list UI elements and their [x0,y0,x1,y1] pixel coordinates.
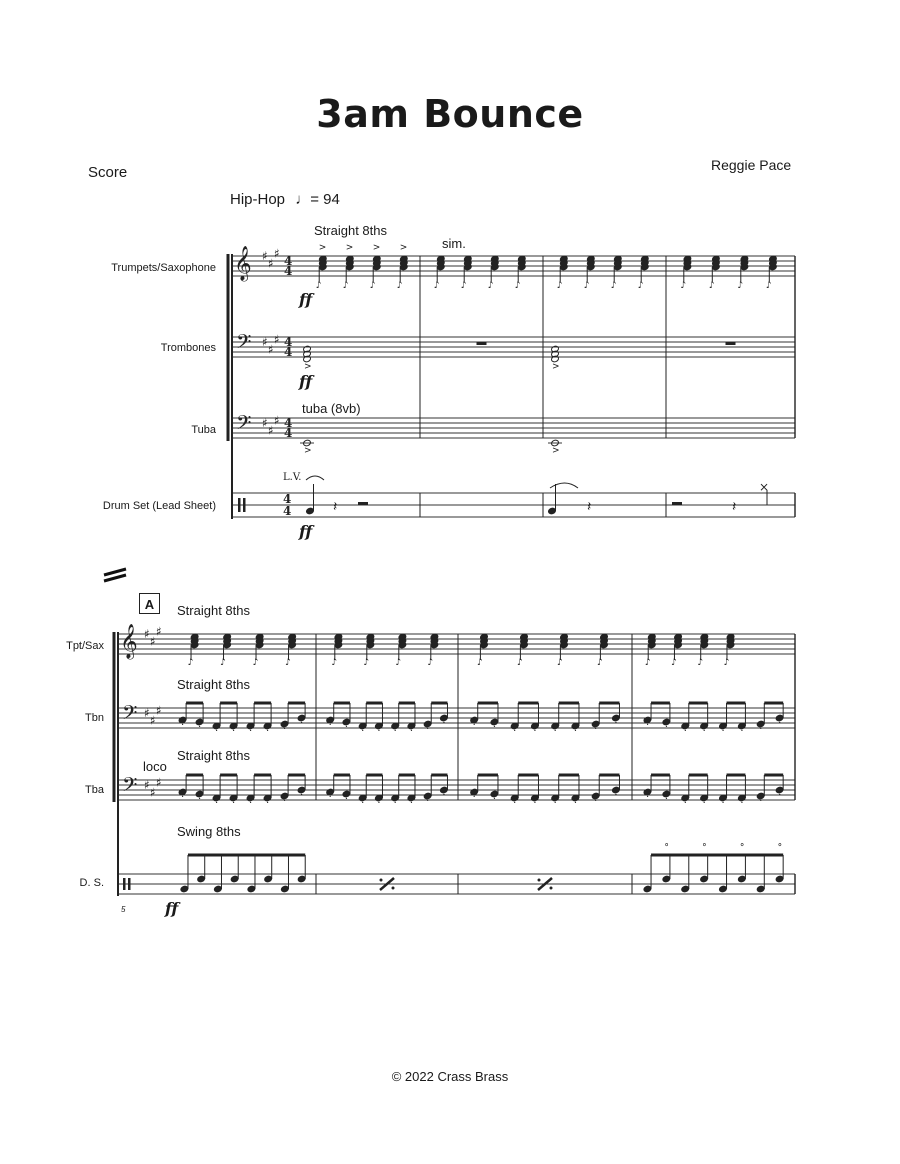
staccato-dot: · [533,798,537,809]
drum-note [281,885,290,893]
staccato-dot: · [249,726,253,737]
eighth-flag-icon: ♪ [597,658,603,668]
staccato-dot: · [553,726,557,737]
measure-number: 5 [121,905,126,914]
staccato-dot: · [361,798,365,809]
staccato-dot: · [614,718,618,729]
whole-rest [726,342,736,345]
eighth-flag-icon: ♪ [517,658,523,668]
eighth-flag-icon: ♪ [285,658,291,668]
staccato-dot: · [198,722,202,733]
sharp-icon: ♯ [274,246,280,261]
eighth-flag-icon: ♪ [363,658,370,668]
repeat-measure-icon [392,887,395,890]
staccato-dot: · [594,724,598,735]
sim-annotation: sim. [442,236,466,251]
drum-note [662,875,671,883]
straight-8ths-annotation: Straight 8ths [177,677,250,692]
drum-note [700,875,709,883]
eighth-flag-icon: ♪ [220,658,226,668]
staccato-dot: · [683,726,687,737]
sharp-icon: ♯ [150,713,156,728]
drum-note [214,885,223,893]
sharp-icon: ♯ [156,624,162,639]
sharp-icon: ♯ [144,778,150,792]
treble-clef-icon: 𝄞 [234,246,252,281]
staccato-dot: · [472,720,476,731]
system-separator-icon [104,575,126,581]
sharp-icon: ♯ [262,335,268,349]
staccato-dot: · [232,726,236,737]
staccato-dot: · [409,798,414,809]
sharp-icon: ♯ [150,785,156,800]
staccato-dot: · [778,790,782,801]
drum-note [247,885,256,893]
repeat-measure-icon [380,879,383,882]
eighth-flag-icon: ♪ [680,281,687,291]
staccato-dot: · [533,726,537,737]
eighth-flag-icon: ♪ [697,658,704,668]
time-signature: 4 [284,254,293,268]
tie [306,476,324,480]
staccato-dot: · [683,798,687,809]
eighth-flag-icon: ♪ [514,281,521,291]
eighth-flag-icon: ♪ [637,281,644,291]
staccato-dot: · [328,792,332,803]
repeat-measure-icon [538,879,541,882]
time-signature: 4 [284,416,293,430]
staccato-dot: · [614,790,618,801]
straight-8ths-annotation: Straight 8ths [177,748,250,763]
bass-clef-icon: 𝄢 [122,773,138,801]
staccato-dot: · [328,720,332,731]
percussion-clef-icon [238,498,241,512]
dynamic-marking: ff [299,522,313,541]
instrument-label: Tuba [191,424,216,436]
rehearsal-mark: A [139,593,160,614]
whole-rest [477,342,487,345]
drum-note [197,875,206,883]
eighth-flag-icon: ♪ [460,281,467,291]
drum-note [756,885,765,893]
staccato-dot: · [442,718,446,729]
eighth-flag-icon: ♪ [610,281,617,291]
bass-clef-icon: 𝄢 [236,330,252,358]
swing-8ths-annotation: Swing 8ths [177,824,241,839]
drum-note [775,875,784,883]
instrument-label: Drum Set (Lead Sheet) [102,500,216,512]
sharp-icon: ♯ [156,703,162,718]
eighth-flag-icon: ♪ [765,281,772,291]
accent-icon: > [399,243,408,253]
eighth-flag-icon: ♪ [487,281,494,291]
staccato-dot: · [740,726,744,737]
instrument-label: Tbn [85,712,104,724]
staccato-dot: · [740,798,744,809]
staccato-dot: · [778,718,782,729]
staccato-dot: · [283,796,287,807]
time-signature: 4 [284,426,293,440]
staccato-dot: · [426,724,430,735]
staccato-dot: · [181,792,185,803]
sharp-icon: ♯ [262,416,268,430]
sharp-icon: ♯ [144,706,150,720]
eighth-flag-icon: ♪ [433,281,440,291]
drum-note [738,875,747,883]
staccato-dot: · [426,796,430,807]
open-hihat-icon: ° [702,843,707,853]
staccato-dot: · [721,726,725,737]
straight-8ths-annotation: Straight 8ths [314,223,387,238]
staccato-dot: · [759,796,763,807]
instrument-label: D. S. [79,877,104,889]
drum-note [264,875,273,883]
accent-icon: > [552,446,560,456]
time-signature: 4 [284,345,293,359]
eighth-flag-icon: ♪ [427,658,434,668]
staccato-dot: · [721,798,725,809]
staccato-dot: · [409,726,414,737]
staccato-dot: · [442,790,446,801]
system-separator-icon [104,569,126,575]
instrument-label: Tpt/Sax [66,640,104,652]
staccato-dot: · [664,722,668,733]
eighth-flag-icon: ♪ [252,658,259,668]
straight-8ths-annotation: Straight 8ths [177,603,250,618]
sharp-icon: ♯ [268,423,274,438]
staccato-dot: · [664,794,668,805]
quarter-rest-icon: 𝄽 [333,499,338,515]
staccato-dot: · [492,722,497,733]
drum-note [230,875,239,883]
staccato-dot: · [645,720,650,731]
drum-note [719,885,728,893]
page-title: 3am Bounce [316,92,584,136]
staccato-dot: · [513,798,517,809]
staccato-dot: · [300,790,304,801]
staccato-dot: · [377,726,381,737]
tie [550,483,578,488]
sharp-icon: ♯ [268,256,274,271]
sharp-icon: ♯ [274,332,280,347]
percussion-clef-icon [128,878,131,890]
staccato-dot: · [249,798,253,809]
staccato-dot: · [266,798,270,809]
half-rest [672,502,682,505]
staccato-dot: · [215,798,219,809]
staccato-dot: · [553,798,557,809]
sharp-icon: ♯ [156,775,162,790]
staccato-dot: · [702,798,706,809]
time-signature: 4 [283,492,292,506]
instrument-label: Tba [85,784,104,796]
open-hihat-icon: ° [664,843,669,853]
staccato-dot: · [594,796,598,807]
lv-annotation: L.V. [283,472,302,483]
loco-annotation: loco [143,759,167,774]
eighth-flag-icon: ♪ [395,658,402,668]
open-hihat-icon: ° [739,843,745,853]
drum-note [180,885,189,893]
staccato-dot: · [759,724,763,735]
eighth-flag-icon: ♪ [708,281,715,291]
eighth-flag-icon: ♪ [644,658,651,668]
eighth-flag-icon: ♪ [342,281,349,291]
eighth-flag-icon: ♪ [315,281,322,291]
accent-icon: > [304,362,312,372]
copyright: © 2022 Crass Brass [391,1069,509,1084]
eighth-flag-icon: ♪ [369,281,376,291]
accent-icon: > [372,243,381,253]
eighth-flag-icon: ♪ [187,658,194,668]
eighth-flag-icon: ♪ [396,281,403,291]
eighth-flag-icon: ♪ [331,658,338,668]
drum-note [297,875,306,883]
sharp-icon: ♯ [274,413,280,428]
staccato-dot: · [215,726,219,737]
time-signature: 4 [284,335,293,349]
eighth-flag-icon: ♪ [557,658,563,668]
quarter-rest-icon: 𝄽 [732,499,737,515]
staccato-dot: · [492,794,497,805]
bass-clef-icon: 𝄢 [122,701,138,729]
open-hihat-icon: ° [777,843,783,853]
composer: Reggie Pace [711,157,792,173]
tuba-8vb-annotation: tuba (8vb) [302,401,361,416]
eighth-flag-icon: ♪ [671,658,677,668]
accent-icon: > [552,362,560,372]
staccato-dot: · [393,798,397,809]
eighth-flag-icon: ♪ [737,281,744,291]
system-1 [228,243,795,519]
quarter-rest-icon: 𝄽 [587,499,592,515]
time-signature: 4 [284,264,293,278]
staccato-dot: · [573,726,578,737]
cymbal-note-icon: × [759,480,770,494]
tempo-style: Hip-Hop [230,191,286,208]
eighth-flag-icon: ♪ [583,281,590,291]
system-2 [104,569,795,896]
staccato-dot: · [393,726,397,737]
staccato-dot: · [702,726,706,737]
staccato-dot: · [283,724,287,735]
tempo-value: = 94 [310,191,340,208]
staccato-dot: · [300,718,304,729]
sharp-icon: ♯ [268,342,274,357]
staccato-dot: · [344,794,349,805]
accent-icon: > [345,243,354,253]
instrument-label: Trombones [160,342,216,354]
staccato-dot: · [344,722,349,733]
eighth-flag-icon: ♪ [556,281,563,291]
score-label: Score [88,164,128,181]
quarter-note-icon: ♩ [295,191,311,208]
eighth-flag-icon: ♪ [723,658,730,668]
dynamic-marking: ff [299,372,313,391]
repeat-measure-icon [550,887,553,890]
dynamic-marking: ff [165,899,179,918]
accent-icon: > [318,243,327,253]
staccato-dot: · [181,720,185,731]
sharp-icon: ♯ [144,627,150,641]
staccato-dot: · [266,726,270,737]
staccato-dot: · [513,726,517,737]
staccato-dot: · [361,726,365,737]
staccato-dot: · [232,798,236,809]
drum-note [643,885,652,893]
staccato-dot: · [377,798,381,809]
treble-clef-icon: 𝄞 [120,624,138,659]
dynamic-marking: ff [299,290,313,309]
drum-note [681,885,690,893]
instrument-label: Trumpets/Saxophone [111,262,216,274]
staccato-dot: · [645,792,650,803]
staccato-dot: · [472,792,476,803]
staccato-dot: · [198,794,202,805]
half-rest [358,502,368,505]
time-signature: 4 [283,504,292,518]
sharp-icon: ♯ [262,249,268,263]
sharp-icon: ♯ [150,634,156,649]
staccato-dot: · [573,798,578,809]
percussion-clef-icon [123,878,126,890]
bass-clef-icon: 𝄢 [236,411,252,439]
accent-icon: > [304,446,312,456]
percussion-clef-icon [243,498,246,512]
eighth-flag-icon: ♪ [477,658,483,668]
